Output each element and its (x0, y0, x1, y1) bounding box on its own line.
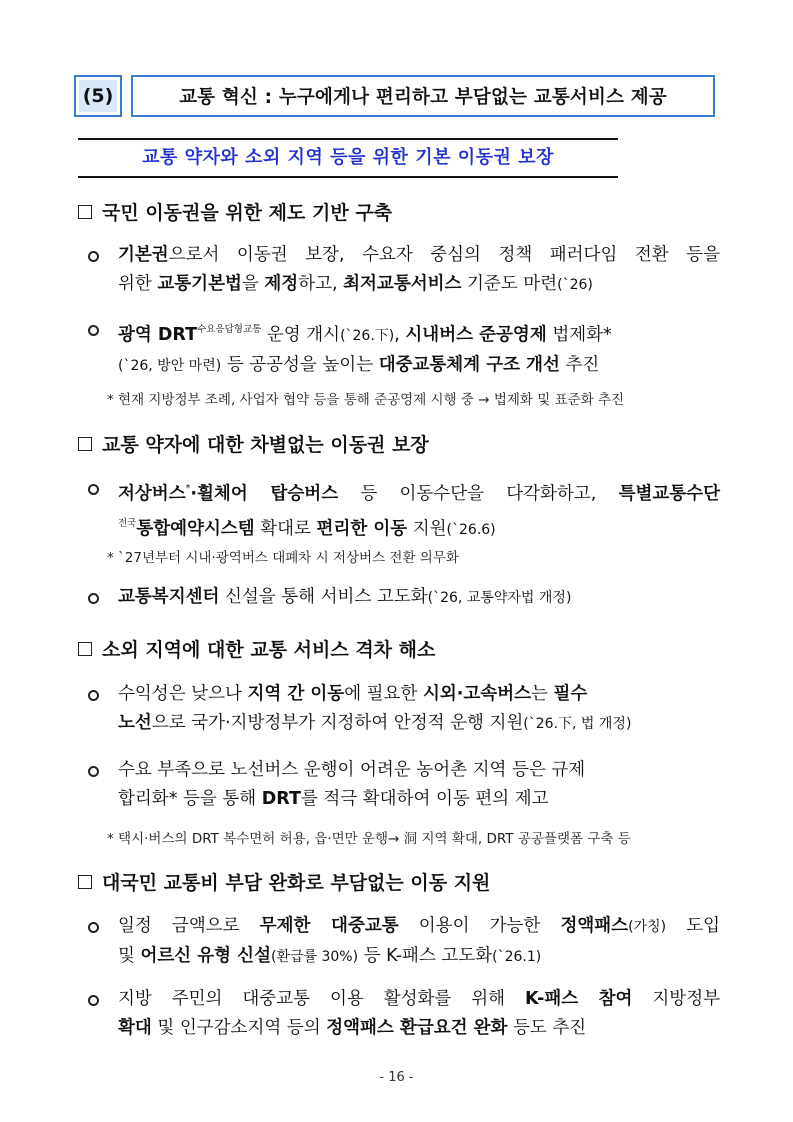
bullet-text: 최저교통서비스 (343, 274, 462, 294)
bullet-item (88, 474, 720, 545)
bullet-line (88, 785, 720, 814)
bullet-text: 정액패스 (560, 916, 629, 936)
bullet-text: 도입 (666, 916, 720, 936)
bullet-text: (`26, 교통약자법 개정) (427, 590, 572, 606)
bullet-line (88, 315, 720, 351)
bullet-text: 확대로 (254, 519, 317, 539)
bullet-line (88, 241, 720, 270)
circle-bullet-icon (88, 766, 99, 777)
bullet-text: (`26.下, 법 개정) (523, 716, 632, 732)
bullet-line (88, 756, 720, 785)
bullet-text: 시내버스 준공영제 (405, 325, 547, 345)
checkbox-square-icon (78, 437, 92, 451)
checkbox-square-icon (78, 642, 92, 656)
bullet-text: 등 공공성을 높이는 (221, 355, 379, 375)
section-heading-2: 교통 약자에 대한 차별없는 이동권 보장 (78, 430, 429, 457)
bullet-line (88, 680, 720, 709)
circle-bullet-icon (88, 325, 99, 336)
bullet-text: (`26) (557, 277, 593, 293)
circle-bullet-icon (88, 922, 99, 933)
checkbox-square-icon (78, 205, 92, 219)
bullet-text: 통합예약시스템 (136, 519, 255, 539)
bullet-text: (`26.1) (492, 949, 542, 965)
bullet-text: DRT (261, 789, 301, 809)
bullet-line (88, 270, 720, 300)
subtitle-text: 교통 약자와 소외 지역 등을 위한 기본 이동권 보장 (142, 147, 554, 168)
bullet-line (88, 509, 720, 545)
bullet-text: 노선 (118, 713, 152, 733)
bullet-text: 필수 (553, 684, 588, 704)
bullet-text: 수요응답형교통 (197, 324, 262, 335)
bullet-item (88, 315, 720, 381)
bullet-text: K-패스 참여 (525, 989, 633, 1009)
bullet-text: 전국 (118, 518, 137, 529)
bullet-text: 수익성은 낮으나 (118, 684, 248, 704)
bullet-text: 등 K-패스 고도화 (358, 946, 493, 966)
bullet-text: 에 필요한 (344, 684, 423, 704)
bullet-text: 하고, (298, 274, 344, 294)
bullet-text: 수요 부족으로 노선버스 운행이 어려운 농어촌 지역 등은 규제 (118, 760, 586, 780)
bullet-line (88, 912, 720, 942)
bullet-text: 저상버스 (118, 484, 186, 504)
section-heading-1: 국민 이동권을 위한 제도 기반 구축 (78, 198, 392, 225)
bullet-item (88, 985, 720, 1043)
bullet-text: 제정 (264, 274, 299, 294)
bullet-text: 교통기본법 (157, 274, 242, 294)
section-heading-3: 소외 지역에 대한 교통 서비스 격차 해소 (78, 635, 435, 662)
circle-bullet-icon (88, 251, 99, 262)
bullet-text: 으로 국가·지방정부가 지정하여 안정적 운행 지원 (151, 713, 524, 733)
bullet-line (88, 351, 720, 381)
bullet-item (88, 756, 720, 814)
section-title-box (131, 75, 715, 117)
bullet-text: 운영 개시 (261, 325, 341, 345)
section-number-box (74, 75, 122, 117)
bullet-text: 편리한 이동 (316, 519, 408, 539)
bullet-text: 무제한 대중교통 (259, 916, 399, 936)
bullet-text: 추진 (559, 355, 600, 375)
bullet-text: 대중교통체계 구조 개선 (378, 355, 560, 375)
bullet-text: 신설을 통해 서비스 고도화 (219, 587, 428, 607)
bullet-text: (`26.6) (446, 522, 496, 538)
bullet-text: 법제화* (546, 325, 612, 345)
bullet-text: 이용이 가능한 (398, 916, 561, 936)
bullet-text: 특별교통수단 (618, 484, 720, 504)
bullet-item (88, 912, 720, 972)
footnote: * 현재 지방정부 조례, 사업자 협약 등을 통해 준공영제 시행 중 → 법제화 및 표준화 추진 (107, 392, 625, 408)
bullet-line (88, 942, 720, 972)
bullet-text: 지방 주민의 대중교통 이용 활성화를 위해 (118, 989, 526, 1009)
bullet-text: 으로서 이동권 보장, 수요자 중심의 정책 패러다임 전환 등을 (168, 245, 720, 265)
circle-bullet-icon (88, 593, 99, 604)
bullet-item (88, 583, 720, 613)
circle-bullet-icon (88, 484, 99, 495)
bullet-text: 기본권 (118, 245, 169, 265)
bullet-text: 지방정부 (632, 989, 721, 1009)
bullet-text: 시외·고속버스 (422, 684, 532, 704)
footnote: * 택시·버스의 DRT 복수면허 허용, 읍·면만 운행→ 洞 지역 확대, DRT 공공플랫폼 구축 등 (107, 831, 631, 847)
bullet-text: 등도 추진 (507, 1018, 587, 1038)
circle-bullet-icon (88, 690, 99, 701)
bullet-text: ·휠체어 탑승버스 (190, 484, 339, 504)
bullet-text: 등 이동수단을 다각화하고, (338, 484, 619, 504)
bullet-text: 지역 간 이동 (247, 684, 345, 704)
bullet-text: (환급률 30%) (271, 949, 359, 965)
section-number: (5) (82, 85, 114, 107)
bullet-line (88, 474, 720, 509)
bullet-text: 어르신 유형 신설 (140, 946, 271, 966)
bullet-text: 정액패스 환급요건 완화 (326, 1018, 508, 1038)
bullet-line (88, 583, 720, 613)
bullet-line (88, 985, 720, 1014)
footnote: * `27년부터 시내·광역버스 대폐차 시 저상버스 전환 의무화 (107, 550, 459, 566)
bullet-item (88, 241, 720, 300)
bullet-text: (가칭) (628, 919, 667, 935)
bullet-item (88, 680, 720, 739)
bullet-text: 기준도 마련 (461, 274, 558, 294)
bullet-line (88, 709, 720, 739)
page-number: - 16 - (379, 1070, 414, 1085)
bullet-text: 및 인구감소지역 등의 (151, 1018, 327, 1038)
section-heading-4: 대국민 교통비 부담 완화로 부담없는 이동 지원 (78, 868, 490, 895)
subtitle-banner (78, 138, 618, 178)
bullet-text: (`26.下) (340, 328, 395, 344)
bullet-text: 광역 DRT (118, 325, 198, 345)
bullet-text: 일정 금액으로 (118, 916, 260, 936)
bullet-text: 및 (118, 946, 141, 966)
bullet-text: 는 (531, 684, 554, 704)
bullet-text: * (185, 483, 191, 494)
circle-bullet-icon (88, 995, 99, 1006)
bullet-line (88, 1014, 720, 1043)
checkbox-square-icon (78, 875, 92, 889)
section-title: 교통 혁신 : 누구에게나 편리하고 부담없는 교통서비스 제공 (179, 87, 667, 108)
bullet-text: 확대 (118, 1018, 152, 1038)
bullet-text: 을 (241, 274, 265, 294)
bullet-text: 위한 (118, 274, 158, 294)
bullet-text: 를 적극 확대하여 이동 편의 제고 (300, 789, 549, 809)
bullet-text: 합리화* 등을 통해 (118, 789, 262, 809)
bullet-text: 지원 (407, 519, 447, 539)
bullet-text: (`26, 방안 마련) (118, 358, 222, 374)
bullet-text: 교통복지센터 (118, 587, 220, 607)
bullet-text: , (394, 325, 406, 345)
